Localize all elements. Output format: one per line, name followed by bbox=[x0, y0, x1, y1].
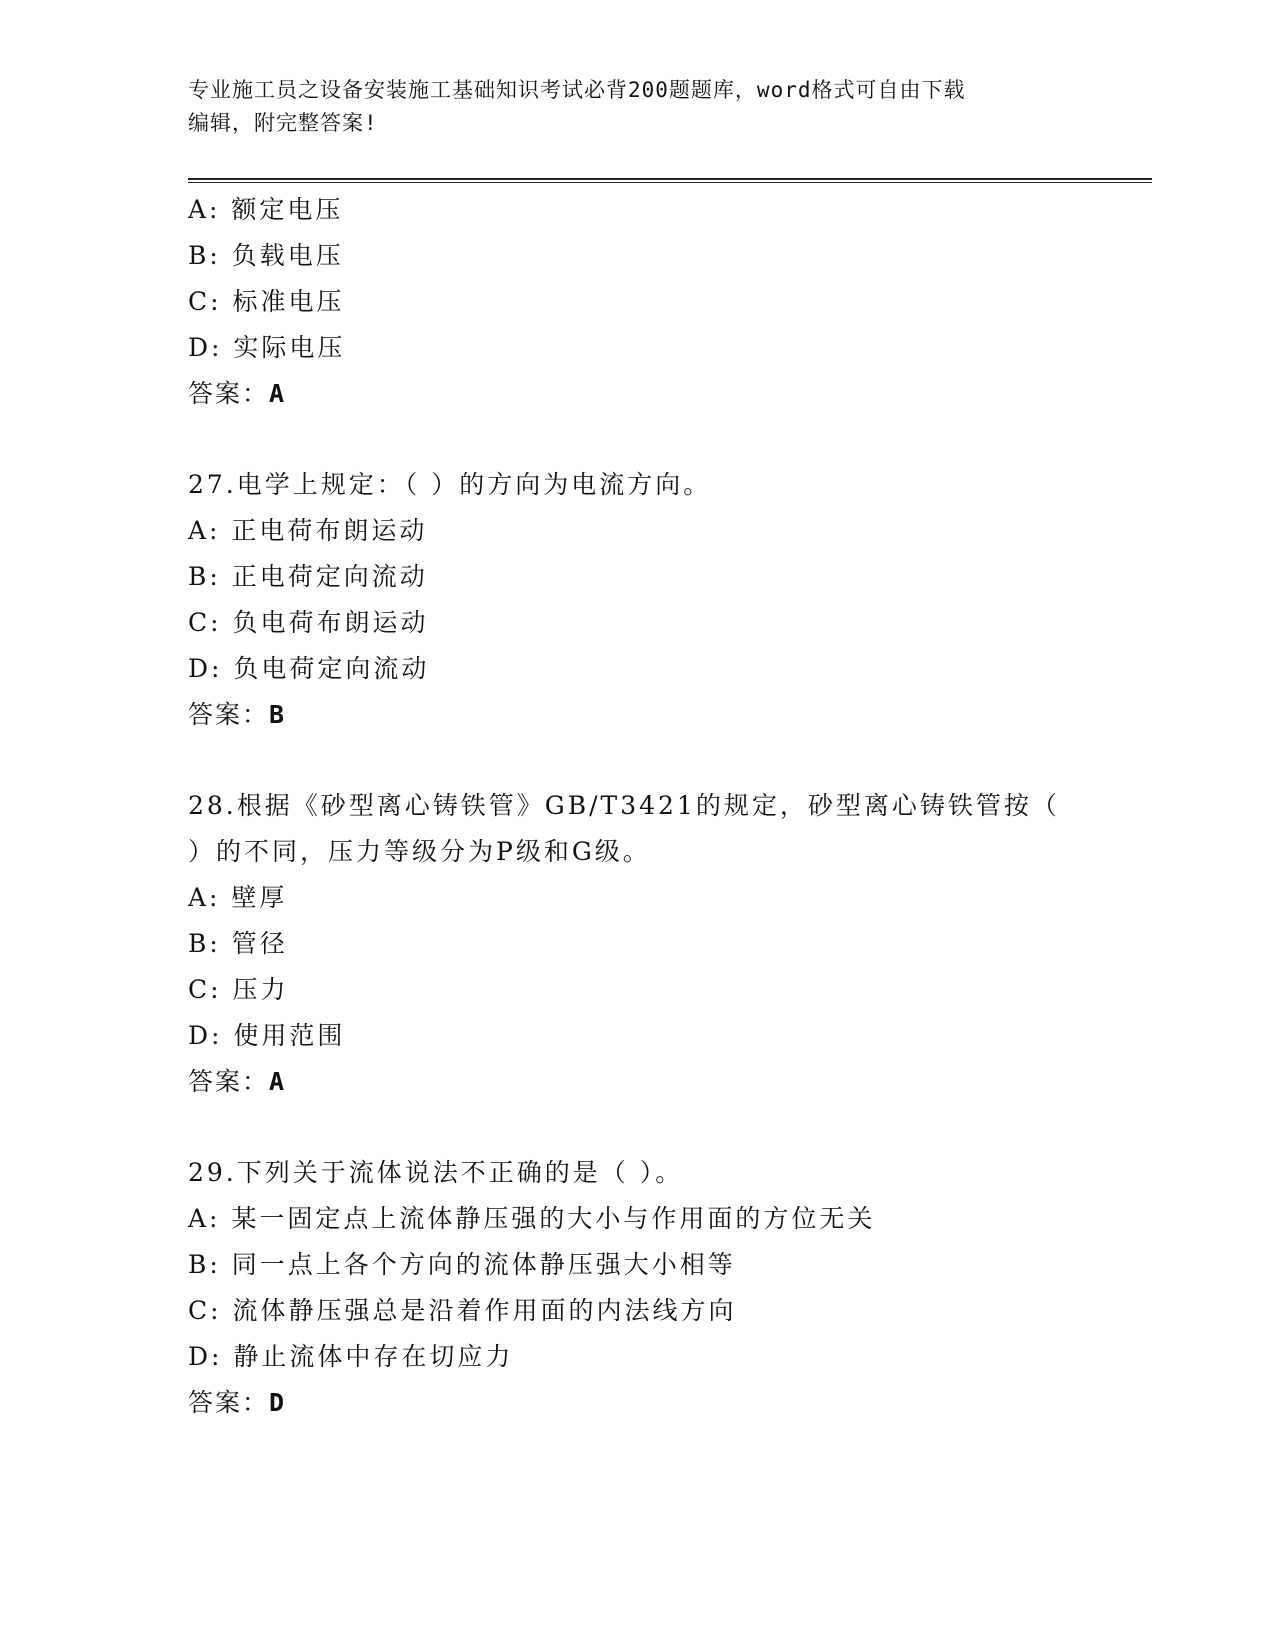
answer-value: A bbox=[269, 379, 288, 408]
option-d: D: 实际电压 bbox=[188, 333, 346, 362]
answer-line bbox=[188, 371, 1152, 417]
option-b: B: 正电荷定向流动 bbox=[188, 562, 428, 591]
header-divider-thick bbox=[188, 178, 1152, 180]
question-text-line-2: ）的不同，压力等级分为P级和G级。 bbox=[188, 837, 651, 866]
option-b: B: 同一点上各个方向的流体静压强大小相等 bbox=[188, 1250, 736, 1279]
answer-label: 答案： bbox=[188, 1388, 270, 1417]
option-d: D: 静止流体中存在切应力 bbox=[188, 1342, 514, 1371]
question-block bbox=[188, 1150, 1152, 1426]
question-block bbox=[188, 462, 1152, 738]
option-a: A: 壁厚 bbox=[188, 883, 288, 912]
answer-label: 答案： bbox=[188, 700, 270, 729]
option-b: B: 负载电压 bbox=[188, 241, 344, 270]
question-block bbox=[188, 783, 1152, 1105]
option-b: B: 管径 bbox=[188, 929, 288, 958]
option-c: C: 流体静压强总是沿着作用面的内法线方向 bbox=[188, 1296, 737, 1325]
document-header bbox=[188, 74, 1068, 140]
option-a: A: 某一固定点上流体静压强的大小与作用面的方位无关 bbox=[188, 1204, 876, 1233]
answer-value: B bbox=[269, 700, 288, 729]
header-title-line-2: 编辑，附完整答案! bbox=[188, 111, 378, 135]
question-list bbox=[188, 187, 1152, 1471]
option-d: D: 负电荷定向流动 bbox=[188, 654, 430, 683]
option-a: A: 额定电压 bbox=[188, 195, 344, 224]
answer-line bbox=[188, 1380, 1152, 1426]
question-text-line-1: 28.根据《砂型离心铸铁管》GB/T3421的规定，砂型离心铸铁管按（ bbox=[188, 791, 1060, 820]
option-d: D: 使用范围 bbox=[188, 1021, 346, 1050]
answer-line bbox=[188, 1059, 1152, 1105]
question-block bbox=[188, 187, 1152, 417]
option-c: C: 压力 bbox=[188, 975, 289, 1004]
question-text: 29.下列关于流体说法不正确的是（ ）。 bbox=[188, 1158, 684, 1187]
answer-label: 答案： bbox=[188, 1067, 270, 1096]
option-a: A: 正电荷布朗运动 bbox=[188, 516, 428, 545]
header-divider-thin bbox=[188, 182, 1152, 183]
question-text: 27.电学上规定：（ ）的方向为电流方向。 bbox=[188, 470, 712, 499]
option-c: C: 负电荷布朗运动 bbox=[188, 608, 429, 637]
answer-line bbox=[188, 692, 1152, 738]
answer-value: A bbox=[269, 1067, 288, 1096]
header-title-line-1: 专业施工员之设备安装施工基础知识考试必背200题题库，word格式可自由下载 bbox=[188, 78, 966, 102]
answer-value: D bbox=[269, 1388, 288, 1417]
answer-label: 答案： bbox=[188, 379, 270, 408]
option-c: C: 标准电压 bbox=[188, 287, 345, 316]
